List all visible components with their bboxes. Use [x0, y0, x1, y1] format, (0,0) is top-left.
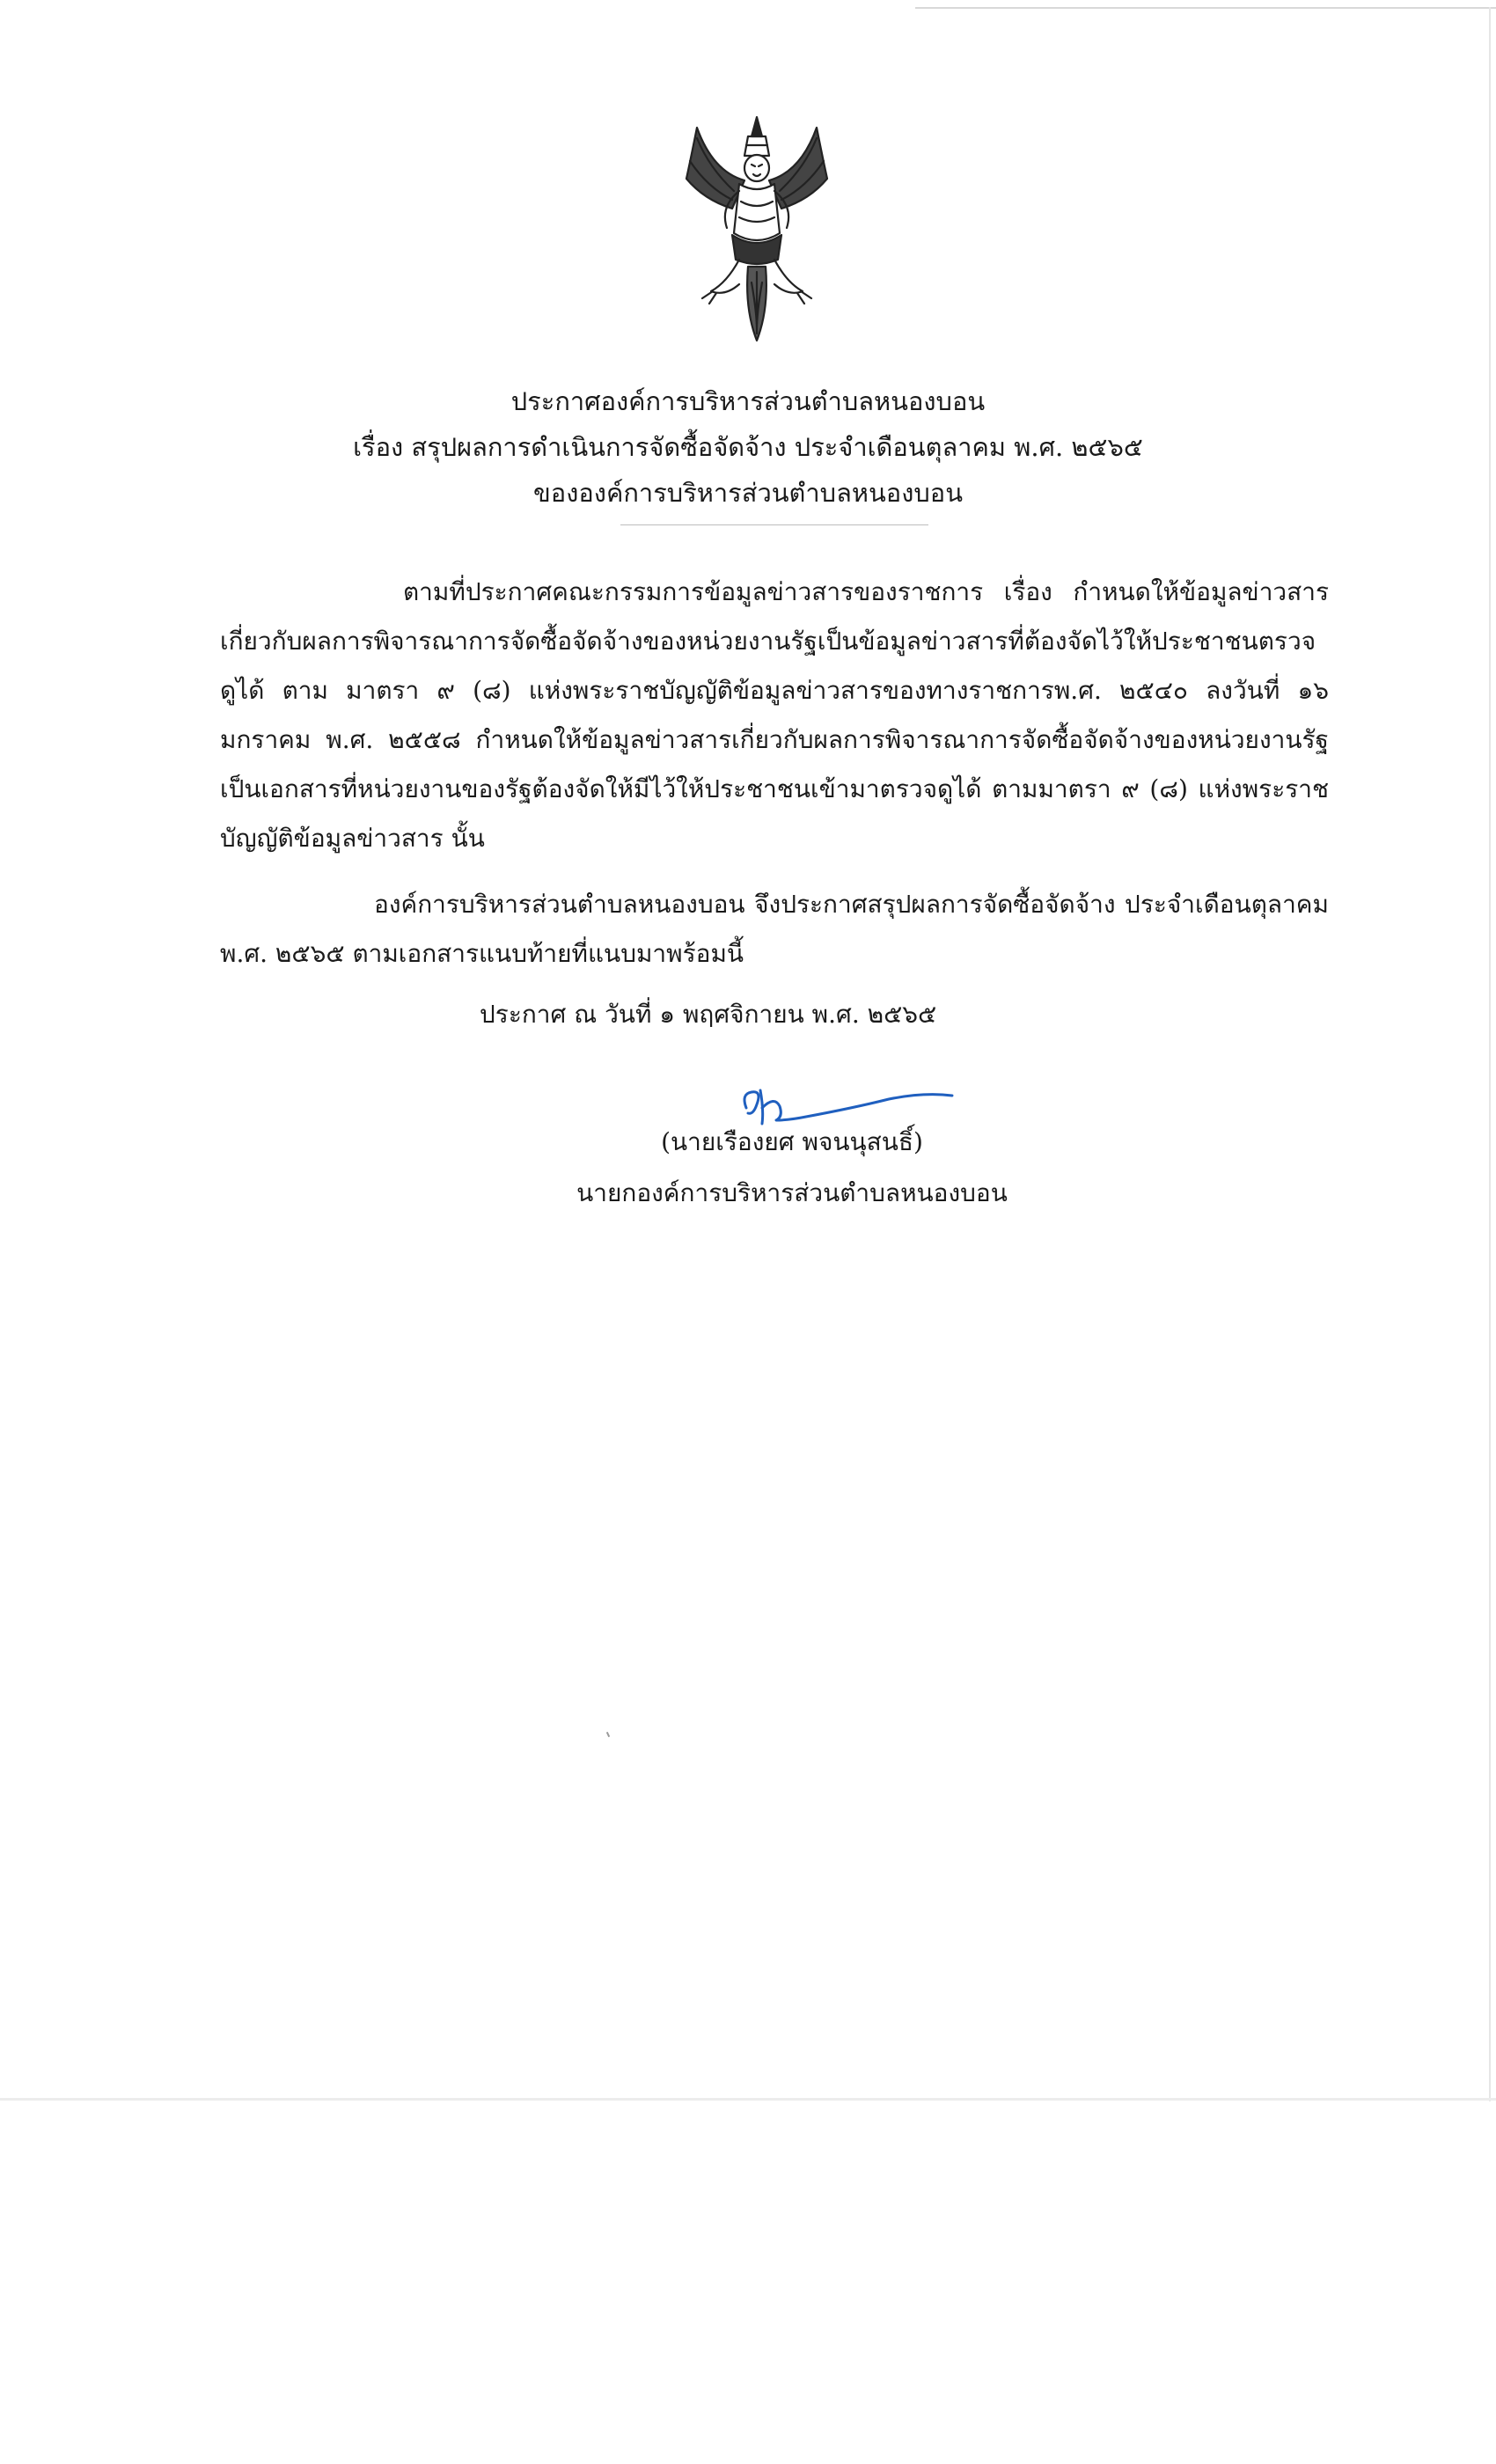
- title-line-3: ขององค์การบริหารส่วนตำบลหนองบอน: [532, 478, 964, 508]
- signer-position: นายกองค์การบริหารส่วนตำบลหนองบอน: [576, 1178, 1008, 1207]
- title-line-1: ประกาศองค์การบริหารส่วนตำบลหนองบอน: [510, 386, 986, 416]
- body-paragraph-1: ตามที่ประกาศคณะกรรมการข้อมูลข่าวสารของราชการ เรื่อง กำหนดให้ข้อมูลข่าวสารเกี่ยวกับผลการพิจารณาการจัดซื้อจัดจ้างของหน่วยงานรัฐเป็นข้อมูลข่าวสารที่ต้องจัดไว้ให้ประชาชนตรวจดูได้ ตาม มาตรา ๙ (๘) แห่งพระราชบัญญัติข้อมูลข่าวสารของทางราชการพ.ศ. ๒๕๔๐ ลงวันที่ ๑๖ มกราคม พ.ศ. ๒๕๕๘ กำหนดให้ข้อมูลข่าวสารเกี่ยวกับผลการพิจารณาการจัดซื้อจัดจ้างของหน่วยงานรัฐเป็นเอกสารที่หน่วยงานของรัฐต้องจัดให้มีไว้ให้ประชาชนเข้ามาตรวจดูได้ ตามมาตรา ๙ (๘) แห่งพระราชบัญญัติข้อมูลข่าวสาร นั้น: [220, 577, 1329, 853]
- document-title: [264, 378, 1232, 516]
- announcement-date: ประกาศ ณ วันที่ ๑ พฤศจิกายน พ.ศ. ๒๕๖๕: [480, 1000, 937, 1029]
- scan-speck: [606, 1732, 610, 1737]
- title-line-2: เรื่อง สรุปผลการดำเนินการจัดซื้อจัดจ้าง ประจำเดือนตุลาคม พ.ศ. ๒๕๖๕: [353, 432, 1143, 462]
- garuda-emblem: [678, 110, 836, 348]
- body-paragraph-2: องค์การบริหารส่วนตำบลหนองบอน จึงประกาศสรุปผลการจัดซื้อจัดจ้าง ประจำเดือนตุลาคม พ.ศ. ๒๕๖๕ ตามเอกสารแนบท้ายที่แนบมาพร้อมนี้: [220, 890, 1329, 968]
- scan-edge-right: [1489, 7, 1491, 2101]
- scan-edge-top: [915, 7, 1496, 9]
- scan-edge-bottom: [0, 2098, 1496, 2101]
- title-divider: [620, 524, 928, 525]
- signer-name: (นายเรืองยศ พจนนุสนธิ์): [661, 1127, 923, 1156]
